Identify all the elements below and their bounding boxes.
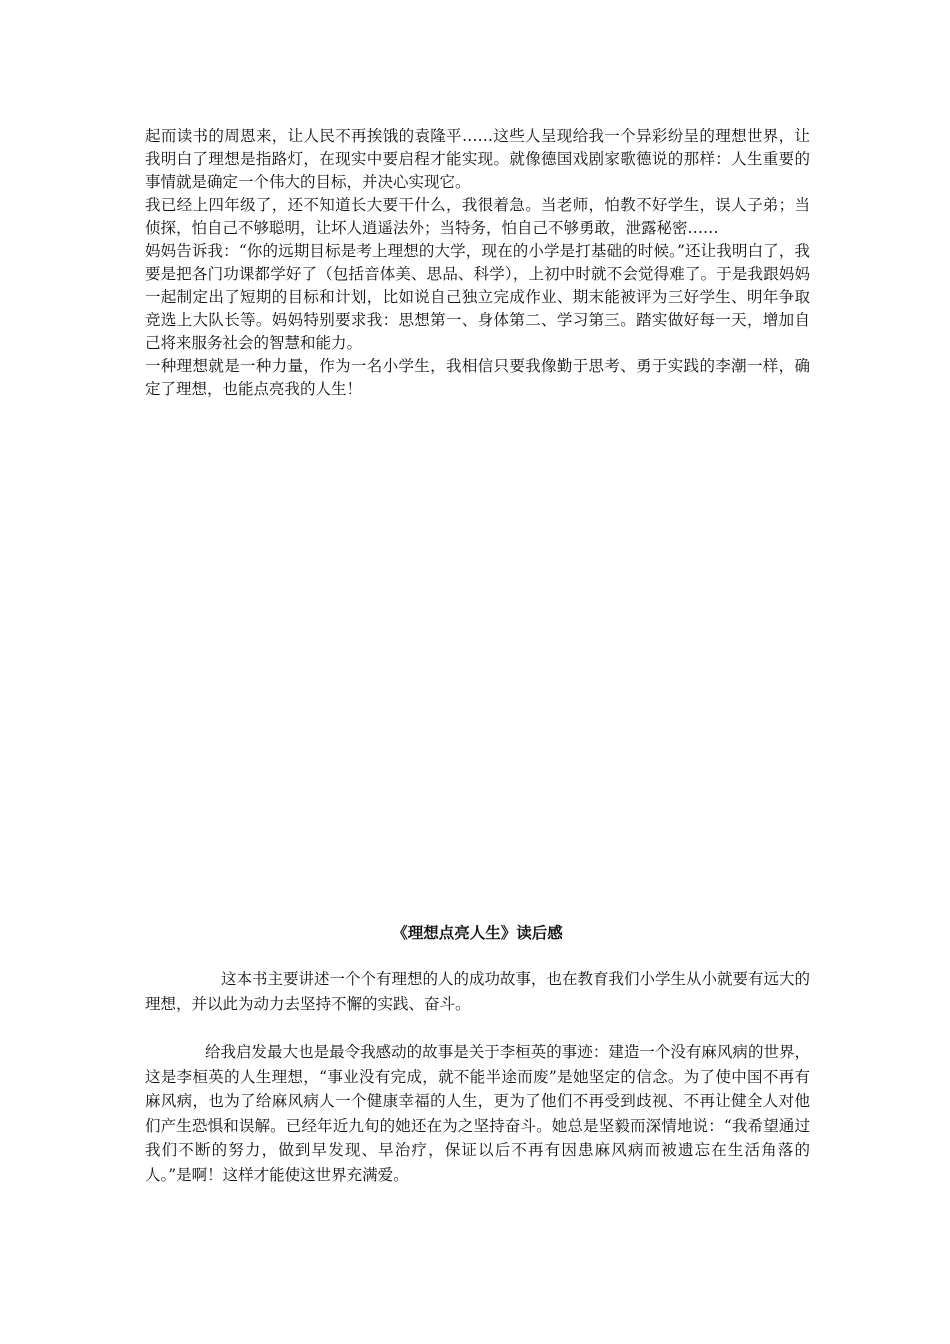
- paragraph-career-worry: 我已经上四年级了，还不知道长大要干什么，我很着急。当老师，怕教不好学生，误人子弟；当侦探，怕自己不够聪明，让坏人逍遥法外；当特务，怕自己不够勇敢，泄露秘密……: [145, 196, 810, 237]
- essay-title: 《理想点亮人生》读后感: [392, 923, 563, 942]
- paragraph-mother-advice: 妈妈告诉我：“你的远期目标是考上理想的大学，现在的小学是打基础的时候。”还让我明白了，我要是把各门功课都学好了（包括音体美、思品、科学），上初中时就不会觉得难了。于是我跟妈妈一起制定出了短期的目标和计划，比如说自己独立完成作业、期末能被评为三好学生、明年争取竞选上大队长等。妈妈特别要求我：思想第一、身体第二、学习第三。踏实做好每一天，增加自己将来服务社会的智慧和能力。: [145, 242, 810, 352]
- paragraph-spacer: [145, 1016, 810, 1040]
- paragraph-conclusion: 一种理想就是一种力量，作为一名小学生，我相信只要我像勤于思考、勇于实践的李潮一样，确定了理想，也能点亮我的人生！: [145, 357, 810, 398]
- paragraph-heroes: 起而读书的周恩来，让人民不再挨饿的袁隆平……这些人呈现给我一个异彩纷呈的理想世界，让我明白了理想是指路灯，在现实中要启程才能实现。就像德国戏剧家歌德说的那样：人生重要的事情就是确定一个伟大的目标，并决心实现它。: [145, 127, 810, 191]
- paragraph-book-intro: 这本书主要讲述一个个有理想的人的成功故事，也在教育我们小学生从小就要有远大的理想，并以此为动力去坚持不懈的实践、奋斗。: [145, 970, 811, 1013]
- top-text-block: [145, 125, 810, 401]
- bottom-text-block: [145, 967, 810, 1187]
- paragraph-li-huanying: 给我启发最大也是最令我感动的故事是关于李桓英的事迹：建造一个没有麻风病的世界，这是李桓英的人生理想，“事业没有完成，就不能半途而废”是她坚定的信念。为了使中国不再有麻风病，也为了给麻风病人一个健康幸福的人生，更为了他们不再受到歧视、不再让健全人对他们产生恐惧和误解。已经年近九旬的她还在为之坚持奋斗。她总是坚毅而深情地说：“我希望通过我们不断的努力，做到早发现、早治疗，保证以后不再有因患麻风病而被遗忘在生活角落的人。”是啊！这样才能使这世界充满爱。: [145, 1043, 810, 1184]
